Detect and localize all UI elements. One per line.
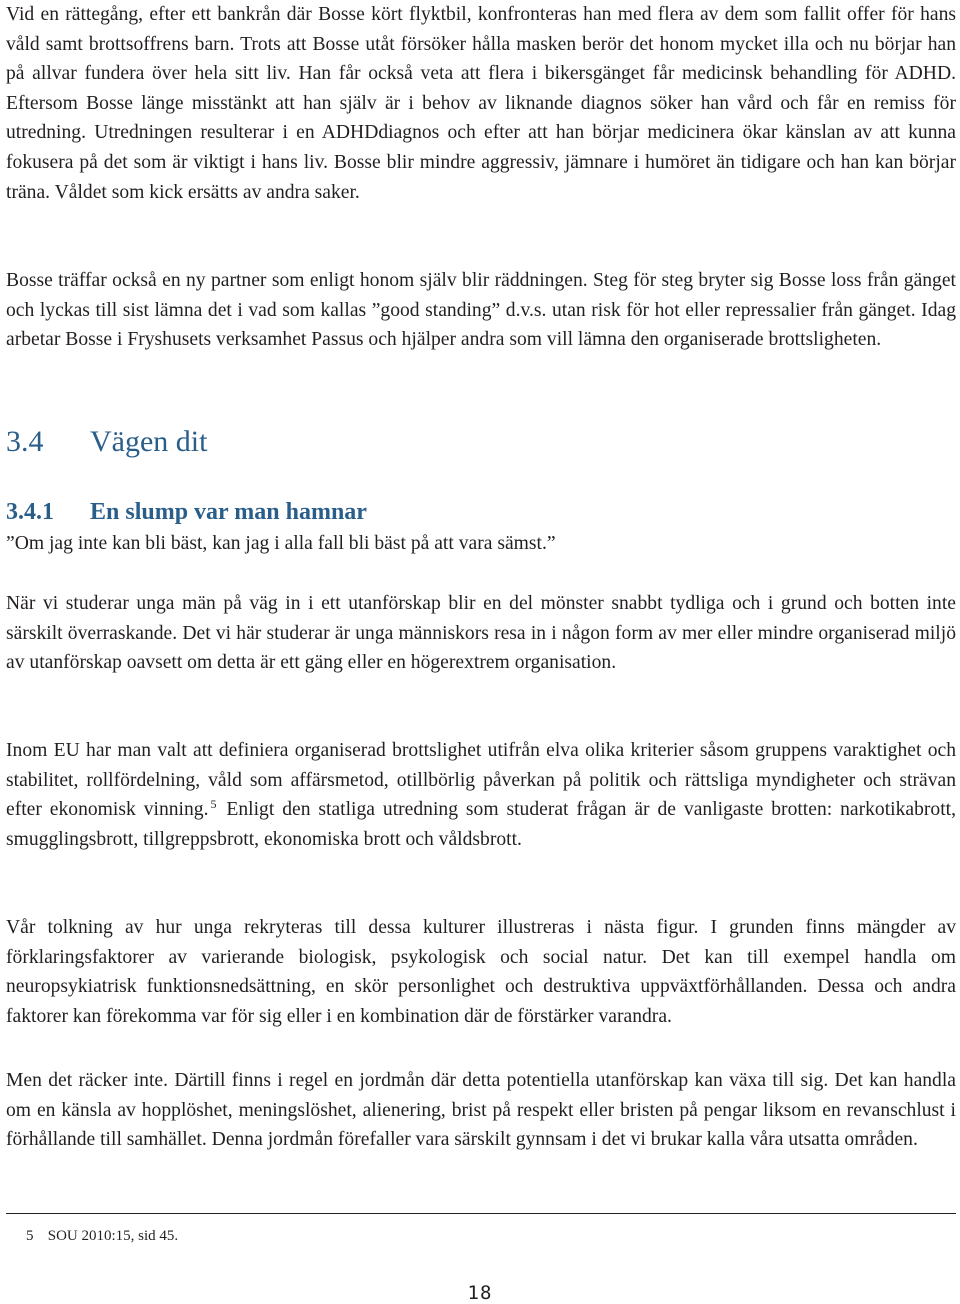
subsection-heading — [6, 497, 367, 527]
paragraph-bosse-leaves-gang: Bosse träffar också en ny partner som enligt honom själv blir räddningen. Steg för steg bryter sig Bosse loss från gänget och lyckas till sist lämna det i vad som kallas ”good standing” d.v.s. utan risk för hot eller repressalier från gänget. Idag arbetar Bosse i Fryshusets verksamhet Passus och hjälper andra som vill lämna den organiserade brottsligheten. — [6, 270, 956, 351]
paragraph-soil: Men det räcker inte. Därtill finns i regel en jordmån där detta potentiella utanförskap kan växa till sig. Det kan handla om en känsla av hopplöshet, meningslöshet, alienering, brist på respekt eller bristen på pengar liksom en revanschlust i förhållande till samhället. Denna jordmån förefaller vara särskilt gynnsam i det vi brukar kalla våra utsatta områden. — [6, 1070, 956, 1151]
paragraph-bosse-trial: Vid en rättegång, efter ett bankrån där Bosse kört flyktbil, konfronteras han med flera av dem som fallit offer för hans våld samt brottsoffrens barn. Trots att Bosse utåt försöker hålla masken berör det honom mycket illa och nu börjar han på allvar fundera över hela sitt liv. Han får också veta att flera i bikersgänget får medicinsk behandling för ADHD. Eftersom Bosse länge misstänkt att han själv är i behov av liknande diagnos söker han vård och får en remiss för utredning. Utredningen resulterar i en ADHDdiagnos och efter att han börjar medicinera ökar känslan av att kunna fokusera på det som är viktigt i hans liv. Bosse blir mindre aggressiv, jämnare i humöret än tidigare och han kan börjar träna. Våldet som kick ersätts av andra saker. — [6, 4, 956, 203]
footnote-divider — [6, 1213, 956, 1214]
subsection-title: En slump var man hamnar — [90, 499, 367, 525]
section-title: Vägen dit — [90, 425, 208, 458]
footnote-number: 5 — [26, 1228, 34, 1244]
paragraph-eu-definition-text-b: Enligt den statliga utredning som studerat frågan är de vanligaste brotten: narkotikabrott, smugglingsbrott, tillgreppsbrott, ekonomiska brott och våldsbrott. — [6, 799, 956, 850]
footnote — [26, 1225, 178, 1247]
paragraph-interpretation: Vår tolkning av hur unga rekryteras till dessa kulturer illustreras i nästa figur. I grunden finns mängder av förklaringsfaktorer av varierande biologisk, psykologisk och social natur. Det kan till exempel handla om neuropsykiatrisk funktionsnedsättning, en skör personlighet och destruktiva uppväxtförhållanden. Dessa och andra faktorer kan förekomma var för sig eller i en kombination där de förstärker varandra. — [6, 917, 956, 1027]
footnote-reference[interactable]: 5 — [210, 797, 217, 812]
paragraph-patterns: När vi studerar unga män på väg in i ett utanförskap blir en del mönster snabbt tydliga och i grund och botten inte särskilt överraskande. Det vi här studerar är unga människors resa in i någon form av mer eller mindre organiserad miljö av utanförskap oavsett om detta är ett gäng eller en högerextrem organisation. — [6, 593, 956, 674]
subsection-number: 3.4.1 — [6, 499, 54, 525]
paragraph-eu-definition — [6, 736, 956, 854]
page-number: 18 — [467, 1282, 493, 1304]
paragraph-eu-definition-text-a: Inom EU har man valt att definiera organiserad brottslighet utifrån elva olika kriterier såsom gruppens varaktighet och stabilitet, rollfördelning, våld som affärsmetod, otillbörlig påverkan på politik och rättsliga myndigheter och strävan efter ekonomisk vinning. — [6, 740, 956, 821]
section-heading — [6, 424, 207, 460]
section-number: 3.4 — [6, 425, 44, 458]
quote: ”Om jag inte kan bli bäst, kan jag i alla fall bli bäst på att vara sämst.” — [6, 533, 556, 554]
footnote-text: SOU 2010:15, sid 45. — [47, 1228, 179, 1244]
